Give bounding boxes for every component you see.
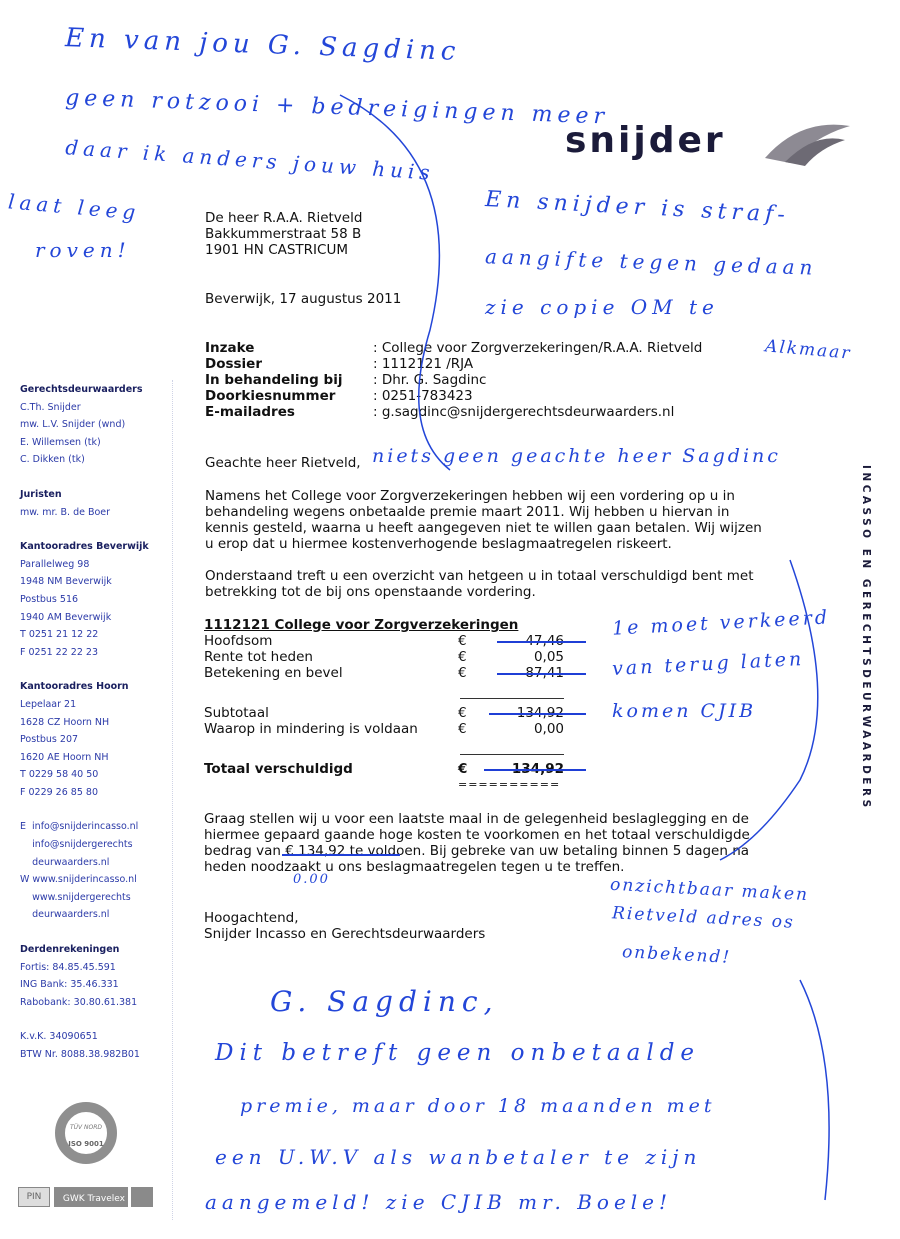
sidebar-divider	[172, 380, 173, 1220]
handwritten-note-right: zie copie OM te	[485, 295, 719, 319]
table-row	[204, 665, 624, 681]
handwritten-note-top: En van jou G. Sagdinc	[64, 23, 461, 67]
sidebar-line: F 0229 26 85 80	[20, 786, 98, 798]
ref-label: Inzake	[205, 340, 255, 356]
handwritten-table-note: 1e moet verkeerd	[611, 606, 831, 640]
company-logo: snijder	[565, 120, 726, 161]
handwritten-amount-note: 0.00	[293, 872, 330, 887]
table-row	[204, 633, 624, 649]
reference-block	[205, 340, 702, 420]
sidebar-line: 1620 AE Hoorn NH	[20, 751, 109, 763]
closing-block	[204, 910, 485, 942]
sidebar-heading: Gerechtsdeurwaarders	[20, 384, 143, 395]
letter-date: Beverwijk, 17 augustus 2011	[205, 291, 402, 307]
salutation: Geachte heer Rietveld,	[205, 455, 361, 471]
total-amount: 134,92	[511, 761, 564, 777]
handwritten-note-bottom: Dit betreft geen onbetaalde	[215, 1040, 701, 1066]
sidebar	[20, 381, 149, 1064]
sidebar-line: 1628 CZ Hoorn NH	[20, 716, 110, 728]
row-label: Rente tot heden	[204, 649, 313, 665]
sidebar-line: Postbus 516	[20, 593, 79, 605]
row-label: Subtotaal	[204, 705, 269, 721]
currency-symbol: €	[458, 705, 467, 721]
handwritten-note-top: laat leeg	[7, 189, 142, 225]
debt-table	[204, 617, 624, 793]
sidebar-email[interactable]: E info@snijderincasso.nl	[20, 821, 139, 833]
table-row	[204, 705, 624, 721]
handwritten-note-bottom: een U.W.V als wanbetaler te zijn	[215, 1145, 702, 1169]
double-rule: ==========	[458, 778, 561, 791]
handwritten-note-bottom: premie, maar door 18 maanden met	[240, 1095, 716, 1117]
table-row	[204, 649, 624, 665]
ref-value: : g.sagdinc@snijdergerechtsdeurwaarders.nl	[373, 404, 675, 420]
handwritten-table-note: van terug laten	[611, 647, 805, 681]
sidebar-line: F 0251 22 22 23	[20, 646, 98, 658]
sidebar-line: 1940 AM Beverwijk	[20, 611, 112, 623]
sidebar-website[interactable]: W www.snijderincasso.nl	[20, 874, 137, 886]
row-amount: 0,00	[533, 721, 564, 737]
paragraph-final-notice: Graag stellen wij u voor een laatste maal in de gelegenheid beslaglegging en de hiermee gepaard gaande hoge kosten te voorkomen en het totaal verschuldigde bedrag van € 134,92 te voldoen. Bij gebreke van uw betaling binnen 5 dagen na heden noodzaakt u ons beslagmaatregelen tegen u te treffen.	[204, 811, 750, 875]
table-row	[204, 721, 624, 737]
addressee-block	[205, 210, 362, 258]
tuv-label: TÜV NORD	[69, 1124, 103, 1131]
sidebar-email[interactable]: deurwaarders.nl	[20, 856, 110, 868]
sidebar-line: Lepelaar 21	[20, 698, 77, 710]
ref-value: : 1112121 /RJA	[373, 356, 474, 372]
tuv-iso-seal	[55, 1102, 117, 1164]
side-caption: INCASSO EN GERECHTSDEURWAARDERS	[860, 465, 872, 811]
row-label: Betekening en bevel	[204, 665, 343, 681]
currency-symbol: €	[458, 721, 467, 737]
ref-label: Dossier	[205, 356, 262, 372]
handwritten-address-note: onzichtbaar maken	[609, 874, 810, 906]
ref-value: : College voor Zorgverzekeringen/R.A.A. Rietveld	[373, 340, 703, 356]
handwritten-address-note: Rietveld adres os	[611, 903, 796, 933]
sidebar-heading: Kantooradres Beverwijk	[20, 541, 149, 553]
ref-label: E-mailadres	[205, 404, 295, 420]
partner-logo	[131, 1187, 153, 1207]
row-label: Hoofdsom	[204, 633, 273, 649]
row-amount: 0,05	[533, 649, 564, 665]
sidebar-line: T 0251 21 12 22	[20, 629, 99, 641]
pin-logo: PIN	[18, 1187, 50, 1207]
sidebar-line: mw. mr. B. de Boer	[20, 506, 111, 518]
currency-symbol: €	[458, 633, 467, 649]
amount-strike	[282, 854, 400, 856]
row-amount: 87,41	[525, 665, 564, 681]
sidebar-line: Fortis: 84.85.45.591	[20, 961, 116, 973]
handwritten-note-bottom: G. Sagdinc,	[270, 985, 499, 1018]
sidebar-email[interactable]: info@snijdergerechts	[20, 839, 133, 851]
row-amount: 47,46	[525, 633, 564, 649]
paragraph-intro: Namens het College voor Zorgverzekeringen hebben wij een vordering op u in behandeling wegens onbetaalde premie maart 2011. Wij hebben u hiervan in kennis gesteld, waarna u heeft aangegeven niet te willen gaan betalen. Wij wijzen u erop dat u hiermee kostenverhogende beslagmaatregelen riskeert.	[205, 488, 762, 552]
sidebar-line: Postbus 207	[20, 734, 79, 746]
sidebar-heading: Kantooradres Hoorn	[20, 681, 129, 693]
sidebar-line: K.v.K. 34090651	[20, 1031, 98, 1043]
sidebar-line: T 0229 58 40 50	[20, 769, 99, 781]
ref-value: : 0251-783423	[373, 388, 473, 404]
sidebar-heading: Derdenrekeningen	[20, 944, 120, 956]
sidebar-website[interactable]: deurwaarders.nl	[20, 909, 110, 921]
addressee-line: De heer R.A.A. Rietveld	[205, 210, 363, 226]
ref-label: In behandeling bij	[205, 372, 343, 388]
sidebar-line: C.Th. Snijder	[20, 401, 81, 413]
total-row	[204, 761, 624, 777]
iso-label: ISO 9001	[68, 1140, 104, 1148]
currency-symbol: €	[458, 649, 467, 665]
handwritten-note-bottom: aangemeld! zie CJIB mr. Boele!	[205, 1190, 673, 1214]
handwritten-note-right: Alkmaar	[764, 336, 853, 364]
ref-label: Doorkiesnummer	[205, 388, 336, 404]
handwritten-note-top: daar ik anders jouw huis	[64, 135, 436, 185]
sidebar-line: ING Bank: 35.46.331	[20, 979, 119, 991]
handwritten-note-right: aangifte tegen gedaan	[484, 244, 818, 280]
logo-swoosh-icon	[760, 118, 855, 168]
handwritten-address-note: onbekend!	[621, 942, 732, 968]
handwritten-table-note: komen CJIB	[612, 700, 757, 722]
currency-symbol: €	[458, 761, 468, 777]
sidebar-heading: Juristen	[20, 488, 62, 500]
ref-value: : Dhr. G. Sagdinc	[373, 372, 487, 388]
sidebar-line: 1948 NM Beverwijk	[20, 576, 112, 588]
handwritten-note-top: geen rotzooi + bedreigingen meer	[64, 85, 610, 130]
sum-rule	[460, 754, 564, 755]
sidebar-line: E. Willemsen (tk)	[20, 436, 101, 448]
sum-rule	[460, 698, 564, 699]
row-label: Waarop in mindering is voldaan	[204, 721, 418, 737]
gwk-logo: GWK Travelex	[54, 1187, 128, 1207]
addressee-line: Bakkummerstraat 58 B	[205, 226, 362, 242]
sidebar-line: C. Dikken (tk)	[20, 454, 85, 466]
closing-line: Hoogachtend,	[204, 910, 299, 926]
addressee-line: 1901 HN CASTRICUM	[205, 242, 348, 258]
sidebar-line: Parallelweg 98	[20, 558, 90, 570]
sidebar-line: BTW Nr. 8088.38.982B01	[20, 1049, 140, 1060]
sidebar-line: Rabobank: 30.80.61.381	[20, 996, 138, 1008]
sidebar-website[interactable]: www.snijdergerechts	[20, 891, 131, 903]
handwritten-note-right: En snijder is straf-	[484, 187, 791, 228]
total-label: Totaal verschuldigd	[204, 761, 353, 777]
currency-symbol: €	[458, 665, 467, 681]
handwritten-note-top: roven!	[35, 238, 131, 262]
row-amount: 134,92	[516, 705, 564, 721]
paragraph-overview: Onderstaand treft u een overzicht van hetgeen u in totaal verschuldigd bent met betrekking tot de bij ons openstaande vordering.	[205, 568, 754, 600]
closing-line: Snijder Incasso en Gerechtsdeurwaarders	[204, 926, 486, 942]
handwritten-salutation-note: niets geen geachte heer Sagdinc	[372, 445, 781, 467]
sidebar-line: mw. L.V. Snijder (wnd)	[20, 419, 126, 431]
table-title: 1112121 College voor Zorgverzekeringen	[204, 617, 519, 633]
